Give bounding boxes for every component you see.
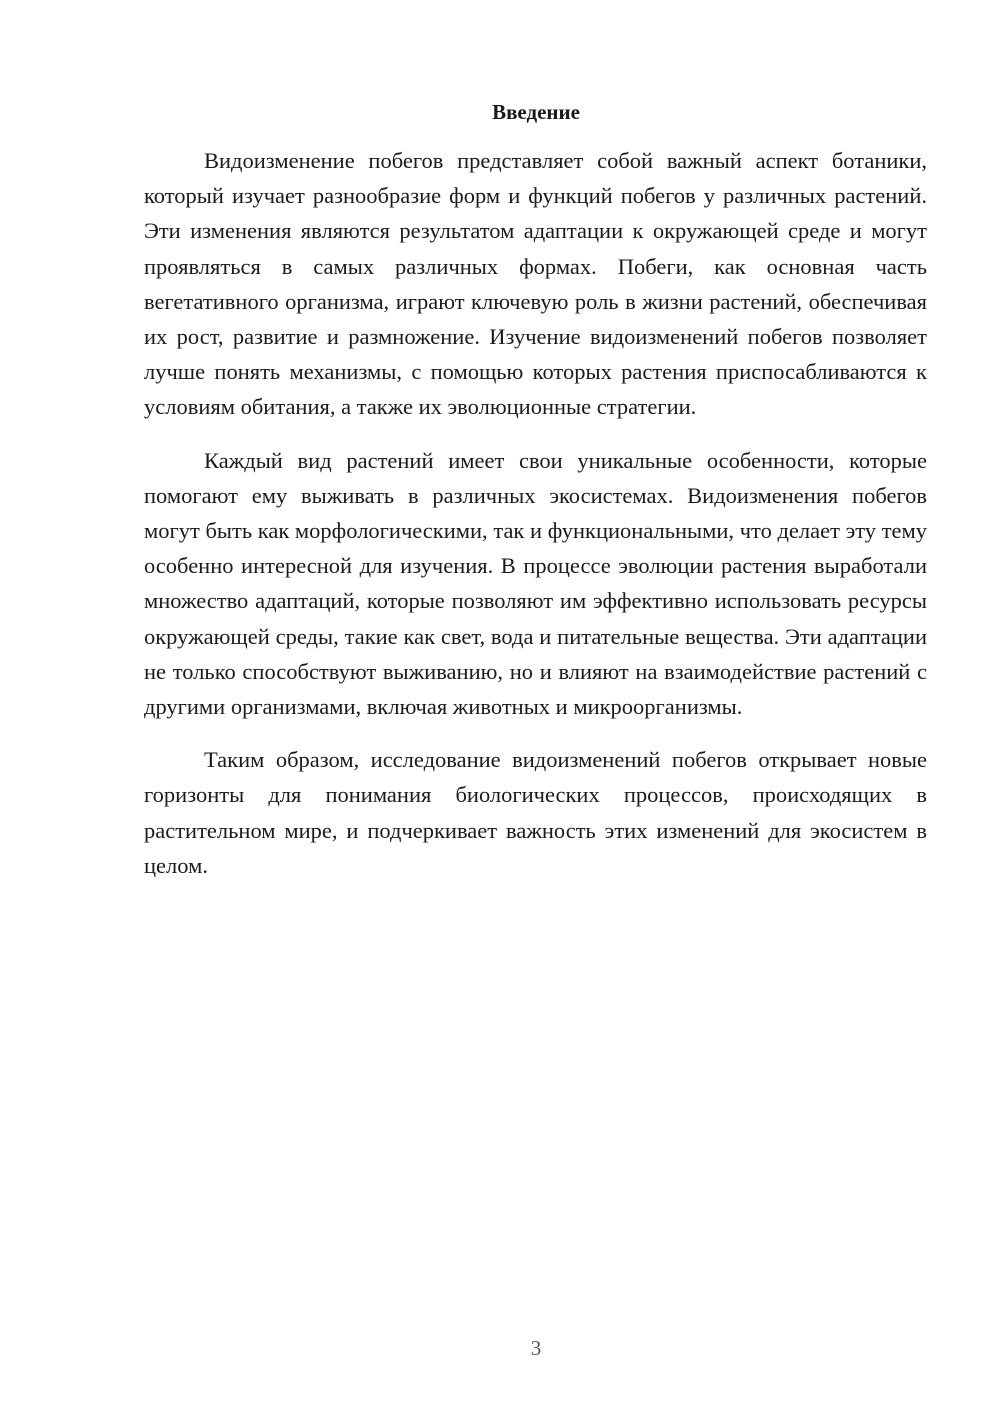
paragraph-2: Каждый вид растений имеет свои уникальные особенности, которые помогают ему выживать в различных экосистемах. Видоизменения побегов могут быть как морфологическими, так и функциональными, что делает эту тему особенно интересной для изучения. В процессе эволюции растения выработали множество адаптаций, которые позволяют им эффективно использовать ресурсы окружающей среды, такие как свет, вода и питательные вещества. Эти адаптации не только способствуют выживанию, но и влияют на взаимодействие растений с другими организмами, включая животных и микроорганизмы.: [144, 447, 927, 720]
section-heading: Введение: [492, 100, 580, 124]
body-text: [144, 143, 927, 901]
paragraph-3: Таким образом, исследование видоизменений побегов открывает новые горизонты для понимания биологических процессов, происходящих в растительном мире, и подчеркивает важность этих изменений для экосистем в целом.: [144, 747, 927, 878]
paragraph-1: Видоизменение побегов представляет собой важный аспект ботаники, который изучает разнообразие форм и функций побегов у различных растений. Эти изменения являются результатом адаптации к окружающей среде и могут проявляться в самых различных формах. Побеги, как основная часть вегетативного организма, играют ключевую роль в жизни растений, обеспечивая их рост, развитие и размножение. Изучение видоизменений побегов позволяет лучше понять механизмы, с помощью которых растения приспосабливаются к условиям обитания, а также их эволюционные стратегии.: [144, 148, 927, 420]
page-number: 3: [530, 1336, 542, 1360]
